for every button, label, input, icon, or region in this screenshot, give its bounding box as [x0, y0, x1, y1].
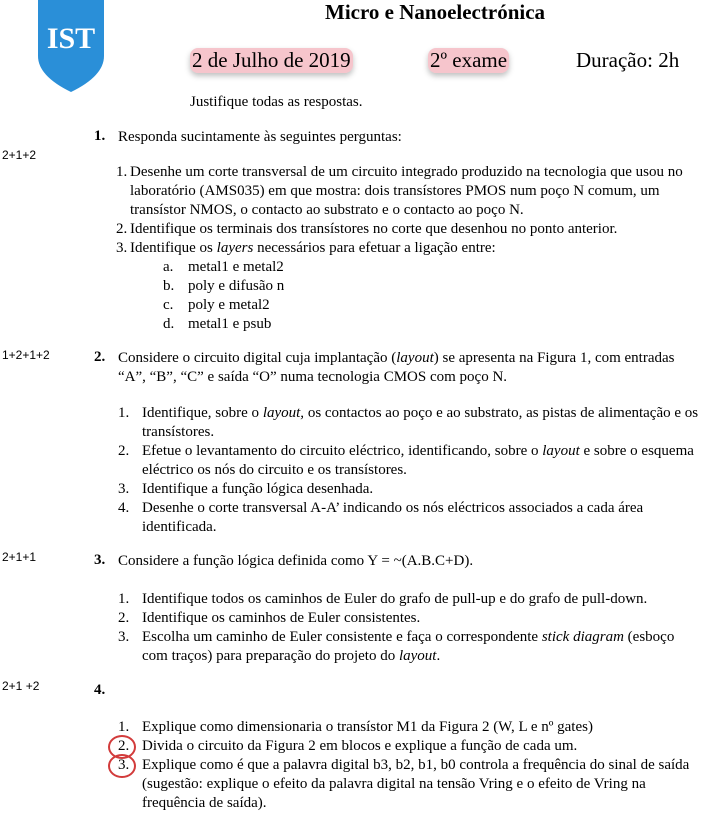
ist-logo: [38, 0, 104, 92]
question-intro: Considere o circuito digital cuja implantação (layout) se apresenta na Figura 1, com entradas “A”, “B”, “C” e saída “O” numa tecnologia CMOS com poço N.: [118, 350, 675, 385]
exam-date: 2 de Julho de 2019: [192, 48, 351, 72]
exam-duration: Duração: 2h: [576, 48, 680, 72]
instruction: Justifique todas as respostas.: [190, 94, 363, 110]
question-points: 2+1+2: [2, 148, 37, 162]
question-number: 2.: [94, 349, 106, 365]
course-title: Micro e Nanoelectrónica: [325, 0, 546, 24]
question-number: 1.: [94, 128, 106, 144]
question-points: 2+1 +2: [2, 679, 40, 693]
question-intro: Responda sucintamente às seguintes perguntas:: [118, 129, 402, 145]
exam-number: 2º exame: [430, 48, 508, 72]
annotation-circle: [108, 754, 136, 778]
question-intro: Considere a função lógica definida como Y = ~(A.B.C+D).: [118, 553, 474, 569]
question-number: 4.: [94, 682, 106, 698]
question-points: 1+2+1+2: [2, 348, 50, 362]
question-number: 3.: [94, 552, 106, 568]
svg-text:IST: IST: [46, 22, 96, 55]
question-points: 2+1+1: [2, 550, 37, 564]
